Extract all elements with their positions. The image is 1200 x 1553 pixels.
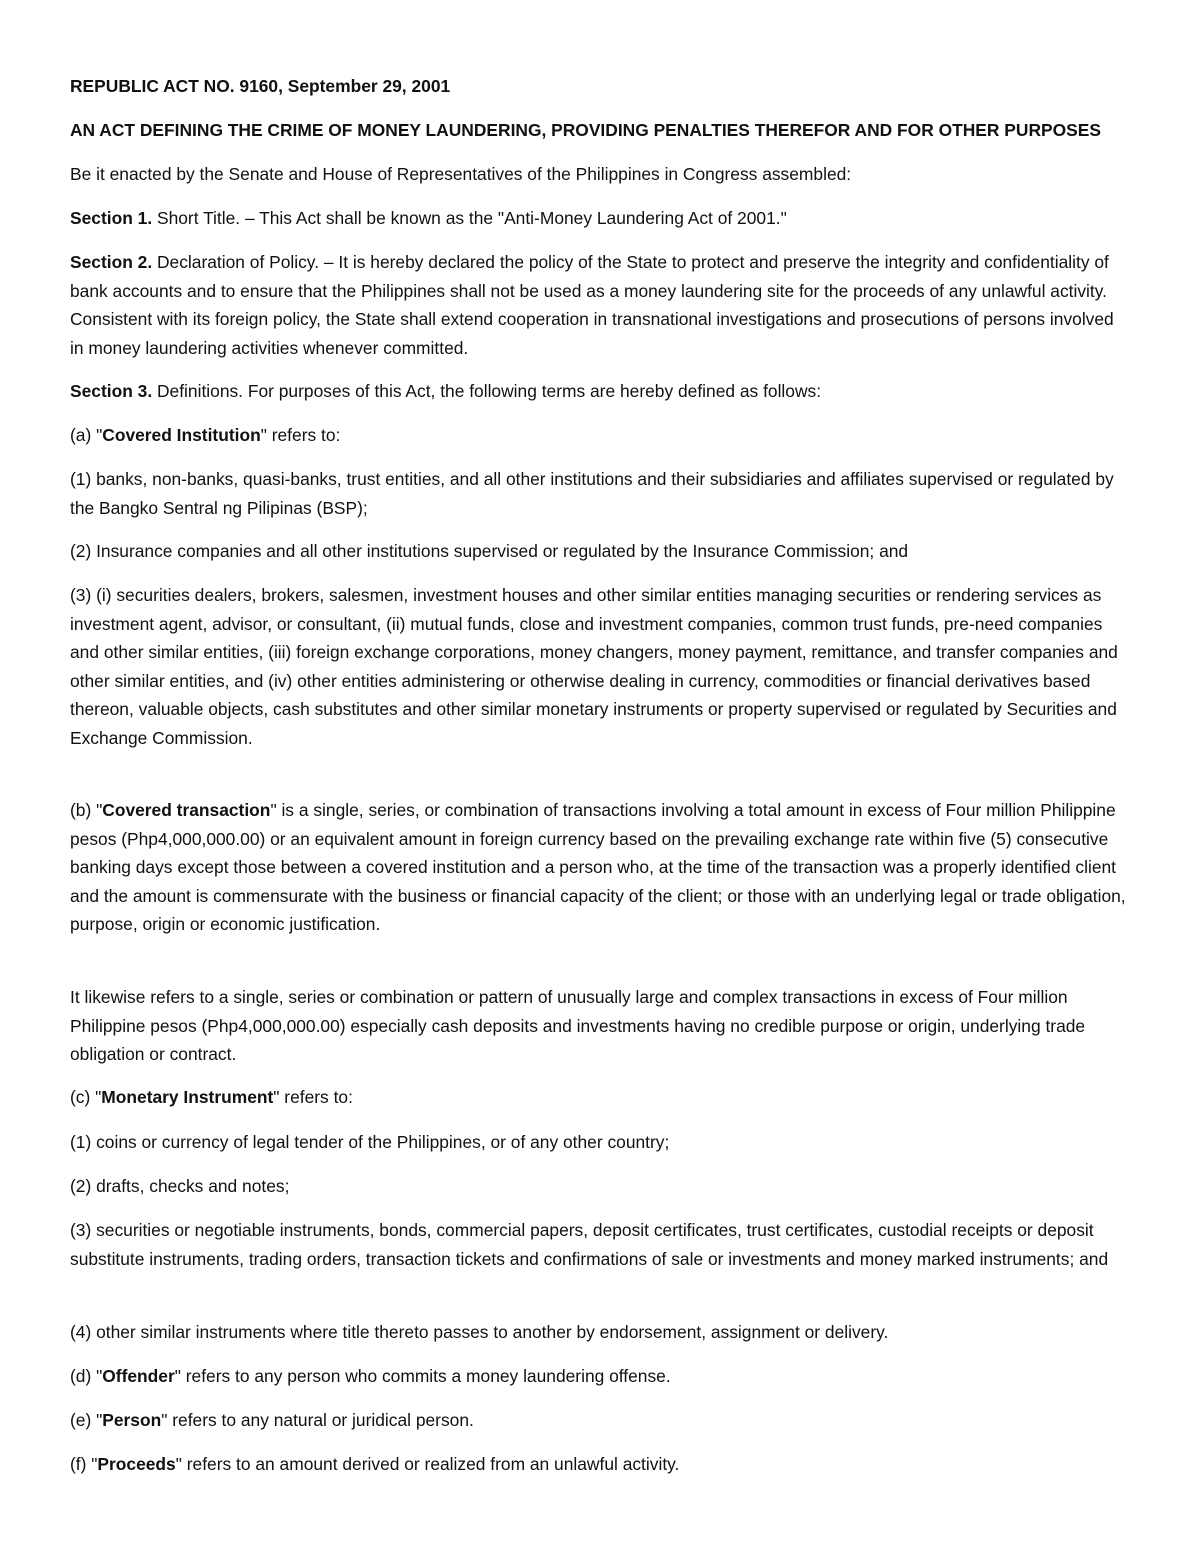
enacting-clause: Be it enacted by the Senate and House of Representatives of the Philippines in Congress assembled: [70,164,852,184]
term-proceeds: Proceeds [97,1454,176,1474]
term-covered-institution: Covered Institution [102,425,261,445]
document-subtitle: AN ACT DEFINING THE CRIME OF MONEY LAUNDERING, PROVIDING PENALTIES THEREFOR AND FOR OTHER PURPOSES [70,120,1101,140]
definition-f: (f) "Proceeds" refers to an amount derived or realized from an unlawful activity. [70,1454,680,1474]
definition-c-item-2: (2) drafts, checks and notes; [70,1176,290,1196]
definition-e: (e) "Person" refers to any natural or juridical person. [70,1410,474,1430]
section-3-label: Section 3. [70,381,153,401]
section-1-text: Short Title. – This Act shall be known as the "Anti-Money Laundering Act of 2001." [152,208,787,228]
term-offender: Offender [102,1366,175,1386]
section-2-label: Section 2. [70,252,153,272]
definition-a-item-3: (3) (i) securities dealers, brokers, salesmen, investment houses and other similar entities managing securities or rendering services as investment agent, advisor, or consultant, (ii) mutual funds, close and investment companies, common trust funds, pre-need companies and other similar entities, (iii) foreign exchange corporations, money changers, money payment, remittance, and transfer companies and other similar entities, and (iv) other entities administering or otherwise dealing in currency, commodities or financial derivatives based thereon, valuable objects, cash substitutes and other similar monetary instruments or property supervised or regulated by Securities and Exchange Commission. [70,585,1118,748]
definition-c-item-1: (1) coins or currency of legal tender of the Philippines, or of any other country; [70,1132,670,1152]
section-3-text: Definitions. For purposes of this Act, the following terms are hereby defined as follows: [152,381,822,401]
section-1 [70,204,1132,233]
term-covered-transaction: Covered transaction [102,800,271,820]
definition-c-item-3: (3) securities or negotiable instruments, bonds, commercial papers, deposit certificates, trust certificates, custodial receipts or deposit substitute instruments, trading orders, transaction tickets and confirmations of sale or investments and money marked instruments; and [70,1220,1109,1269]
definition-a-item-1: (1) banks, non-banks, quasi-banks, trust entities, and all other institutions and their subsidiaries and affiliates supervised or regulated by the Bangko Sentral ng Pilipinas (BSP); [70,469,1114,518]
term-person: Person [102,1410,162,1430]
definition-d: (d) "Offender" refers to any person who commits a money laundering offense. [70,1366,671,1386]
section-2-text: Declaration of Policy. – It is hereby declared the policy of the State to protect and preserve the integrity and confidentiality of bank accounts and to ensure that the Philippines shall not be used as a money laundering site for the proceeds of any unlawful activity. Consistent with its foreign policy, the State shall extend cooperation in transnational investigations and prosecutions of persons involved in money laundering activities whenever committed. [70,252,1114,358]
section-3 [70,377,1132,406]
definition-a: (a) "Covered Institution" refers to: [70,425,341,445]
definition-c: (c) "Monetary Instrument" refers to: [70,1087,353,1107]
section-2 [70,248,1132,362]
definition-b-continued: It likewise refers to a single, series or combination or pattern of unusually large and complex transactions in excess of Four million Philippine pesos (Php4,000,000.00) especially cash deposits and investments having no credible purpose or origin, underlying trade obligation or contract. [70,987,1086,1064]
section-1-label: Section 1. [70,208,153,228]
term-monetary-instrument: Monetary Instrument [101,1087,274,1107]
definition-b: (b) "Covered transaction" is a single, series, or combination of transactions involving a total amount in excess of Four million Philippine pesos (Php4,000,000.00) or an equivalent amount in foreign currency based on the prevailing exchange rate within five (5) consecutive banking days except those between a covered institution and a person who, at the time of the transaction was a properly identified client and the amount is commensurate with the business or financial capacity of the client; or those with an underlying legal or trade obligation, purpose, origin or economic justification. [70,800,1126,934]
definition-a-item-2: (2) Insurance companies and all other institutions supervised or regulated by the Insurance Commission; and [70,541,909,561]
document-title: REPUBLIC ACT NO. 9160, September 29, 2001 [70,76,451,96]
definition-c-item-4: (4) other similar instruments where title thereto passes to another by endorsement, assignment or delivery. [70,1322,889,1342]
